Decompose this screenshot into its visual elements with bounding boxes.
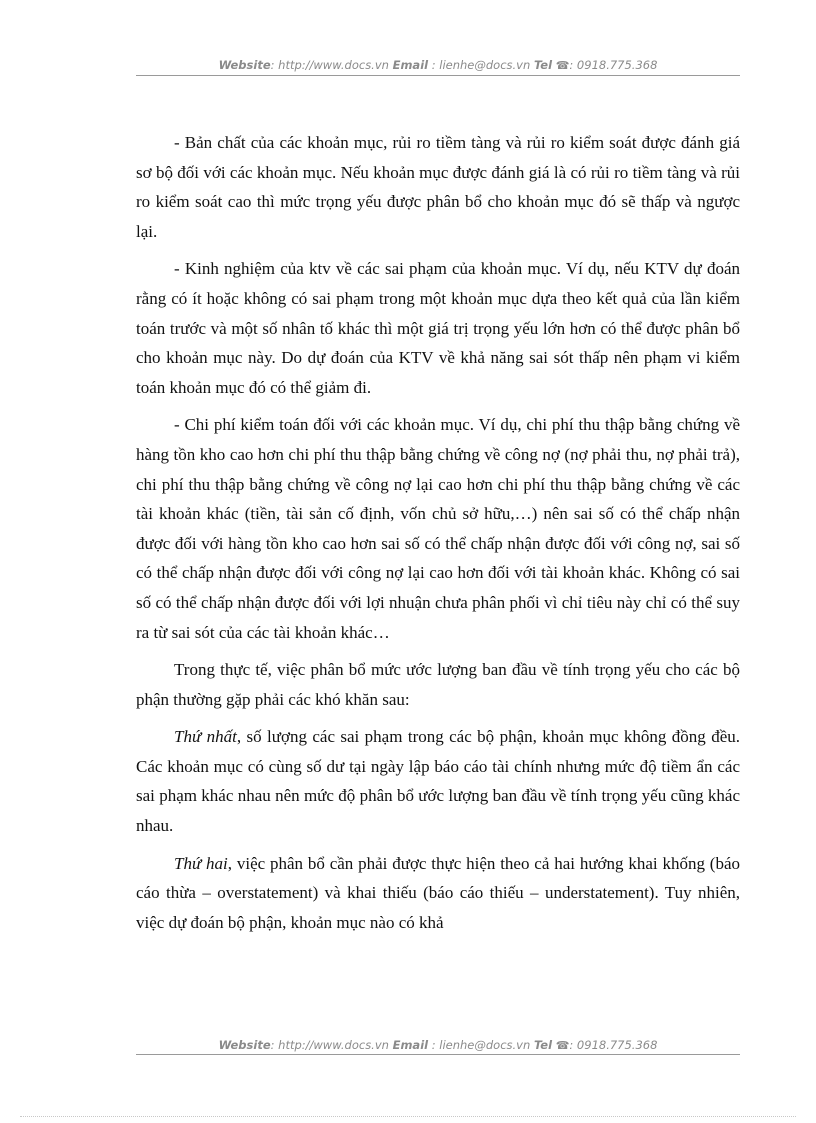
paragraph: - Kinh nghiệm của ktv về các sai phạm của khoản mục. Ví dụ, nếu KTV dự đoán rằng có ít hoặc không có sai phạm trong một khoản mục dựa theo kết quả của lần kiểm toán trước và một số nhân tố khác thì một giá trị trọng yếu lớn hơn có thể được phân bổ cho khoản mục này. Do dự đoán của KTV về khả năng sai sót thấp nên phạm vi kiểm toán khoản mục đó có thể giảm đi.	[136, 259, 740, 397]
page-footer	[136, 1038, 740, 1052]
footer-email-label: Email	[392, 1038, 429, 1052]
paragraph-lead-italic: Thứ hai	[174, 853, 228, 873]
paragraph: Trong thực tế, việc phân bổ mức ước lượng ban đầu về tính trọng yếu cho các bộ phận thường gặp phải các khó khăn sau:	[136, 660, 740, 709]
header-email-label: Email	[392, 58, 429, 72]
footer-divider	[136, 1054, 740, 1055]
footer-tel-label: Tel	[533, 1038, 553, 1052]
header-website-url[interactable]: : http://www.docs.vn	[270, 58, 393, 72]
paragraph-lead-italic: Thứ nhất	[174, 727, 237, 747]
page-header	[136, 58, 740, 72]
paragraph	[136, 849, 740, 938]
header-tel-label: Tel	[533, 58, 553, 72]
footer-email-address[interactable]: : lienhe@docs.vn	[428, 1038, 534, 1052]
footer-website-url[interactable]: : http://www.docs.vn	[270, 1038, 393, 1052]
paragraph-text: , việc phân bổ cần phải được thực hiện theo cả hai hướng khai khống (báo cáo thừa – overstatement) và khai thiếu (báo cáo thiếu – understatement). Tuy nhiên, việc dự đoán bộ phận, khoản mục nào có khả	[136, 853, 740, 932]
paragraph-text: , số lượng các sai phạm trong các bộ phận, khoản mục không đồng đều. Các khoản mục có cùng số dư tại ngày lập báo cáo tài chính nhưng mức độ tiềm ẩn các sai phạm khác nhau nên mức độ phân bổ ước lượng ban đầu về tính trọng yếu cũng khác nhau.	[136, 727, 740, 836]
header-divider	[136, 75, 740, 76]
telephone-icon: ☎	[555, 59, 570, 72]
telephone-icon: ☎	[555, 1039, 570, 1052]
paragraph: - Chi phí kiểm toán đối với các khoản mục. Ví dụ, chi phí thu thập bằng chứng về hàng tồn kho cao hơn chi phí thu thập bằng chứng về công nợ (nợ phải thu, nợ phải trả), chi phí thu thập bằng chứng về công nợ lại cao hơn chi phí thu thập bằng chứng về các tài khoản khác (tiền, tài sản cố định, vốn chủ sở hữu,…) nên sai số có thể chấp nhận được đối với hàng tồn kho cao hơn sai số có thể chấp nhận được đối với công nợ, sai số có thể chấp nhận được đối với công nợ lại cao hơn đối với tài khoản khác. Không có sai số có thể chấp nhận được đối với lợi nhuận chưa phân phối vì chỉ tiêu này chỉ có thể suy ra từ sai sót của các tài khoản khác…	[136, 415, 740, 642]
document-body	[136, 128, 740, 937]
footer-tel-number: : 0918.775.368	[569, 1038, 658, 1052]
header-email-address[interactable]: : lienhe@docs.vn	[428, 58, 534, 72]
page-break-line	[20, 1116, 796, 1117]
header-tel-number: : 0918.775.368	[569, 58, 658, 72]
paragraph	[136, 722, 740, 840]
paragraph: - Bản chất của các khoản mục, rủi ro tiềm tàng và rủi ro kiểm soát được đánh giá sơ bộ đối với các khoản mục. Nếu khoản mục được đánh giá là có rủi ro tiềm tàng và rủi ro kiểm soát cao thì mức trọng yếu được phân bổ cho khoản mục đó sẽ thấp và ngược lại.	[136, 133, 740, 241]
footer-website-label: Website	[218, 1038, 271, 1052]
header-website-label: Website	[218, 58, 271, 72]
